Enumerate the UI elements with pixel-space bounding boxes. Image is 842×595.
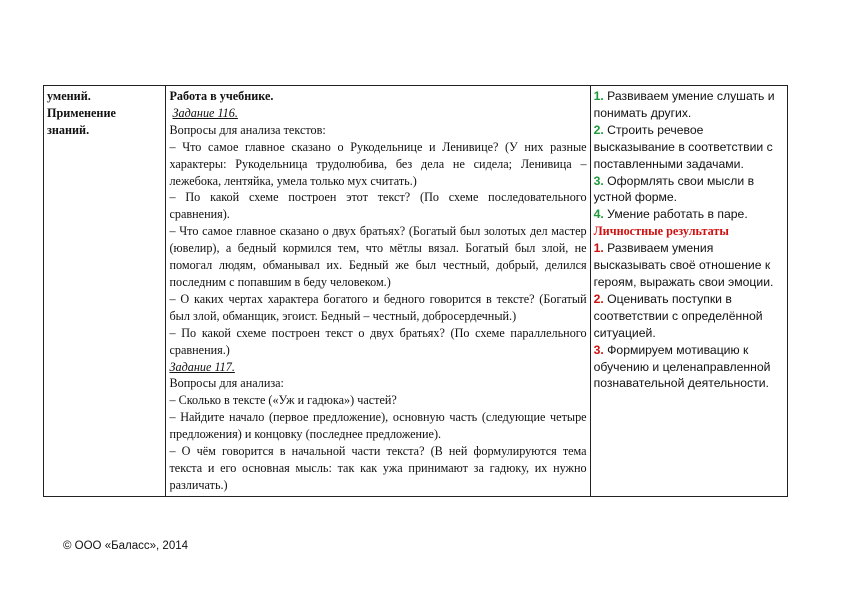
- personal-results-heading: Личностные результаты: [593, 224, 729, 239]
- questions-intro-2: Вопросы для анализа:: [169, 376, 284, 391]
- table-row: [44, 86, 788, 497]
- question-item: – Что самое главное сказано о двух братьях? (Богатый был золотых дел мастер (ювелир), а бедный кормился тем, что мётлы вязал. Богатый был злой, не помогал людям, обманывал их. Бедный же был честный, добрый, делился последним с попавшим в беду человеком.): [169, 224, 587, 289]
- stage-line: знаний.: [47, 122, 90, 137]
- stage-line: Применение: [47, 105, 116, 120]
- stage-cell: [44, 86, 166, 497]
- result-item: 2. Строить речевое высказывание в соответствии с поставленными задачами.: [593, 122, 773, 171]
- activity-cell: [166, 86, 590, 497]
- result-item: 3. Оформлять свои мысли в устной форме.: [593, 173, 755, 205]
- copyright-footer: © ООО «Баласс», 2014: [63, 540, 189, 552]
- question-item: – По какой схеме построен текст о двух братьях? (По схеме параллельного сравнения.): [169, 325, 587, 357]
- question-item: – О чём говорится в начальной части текста? (В ней формулируются тема текста и его основная мысль: так как ужа принимают за гадюку, их нужно различать.): [169, 444, 587, 492]
- result-item: 2. Оценивать поступки в соответствии с определённой ситуацией.: [593, 291, 763, 340]
- question-item: – Сколько в тексте («Уж и гадюка») частей?: [169, 393, 397, 408]
- question-item: – Что самое главное сказано о Рукодельнице и Ленивице? (У них разные характеры: Рукодельница трудолюбива, без дела не сидела; Ленивица – лежебока, лентяйка, умела только мух считать.): [169, 139, 587, 188]
- question-item: – Найдите начало (первое предложение), основную часть (следующие четыре предложения) и концовку (последнее предложение).: [169, 410, 587, 442]
- task-117: Задание 117.: [169, 359, 235, 374]
- stage-line: умений.: [47, 89, 91, 103]
- result-item: 3. Формируем мотивацию к обучению и целенаправленной познавательной деятельности.: [593, 342, 771, 391]
- result-item: 1. Развиваем умение слушать и понимать других.: [593, 89, 775, 120]
- result-item: 1. Развиваем умения высказывать своё отношение к героям, выражать свои эмоции.: [593, 241, 774, 289]
- question-item: – О каких чертах характера богатого и бедного говорится в тексте? (Богатый был злой, обманщик, эгоист. Бедный – честный, добросердечный.): [169, 291, 587, 323]
- question-item: – По какой схеме построен этот текст? (По схеме последовательного сравнения).: [169, 190, 587, 222]
- lesson-table: [43, 85, 788, 497]
- questions-intro: Вопросы для анализа текстов:: [169, 122, 326, 137]
- result-item: 4. Умение работать в паре.: [593, 207, 748, 222]
- results-cell: [590, 86, 787, 497]
- task-116: Задание 116.: [172, 105, 238, 120]
- activity-title: Работа в учебнике.: [169, 89, 274, 103]
